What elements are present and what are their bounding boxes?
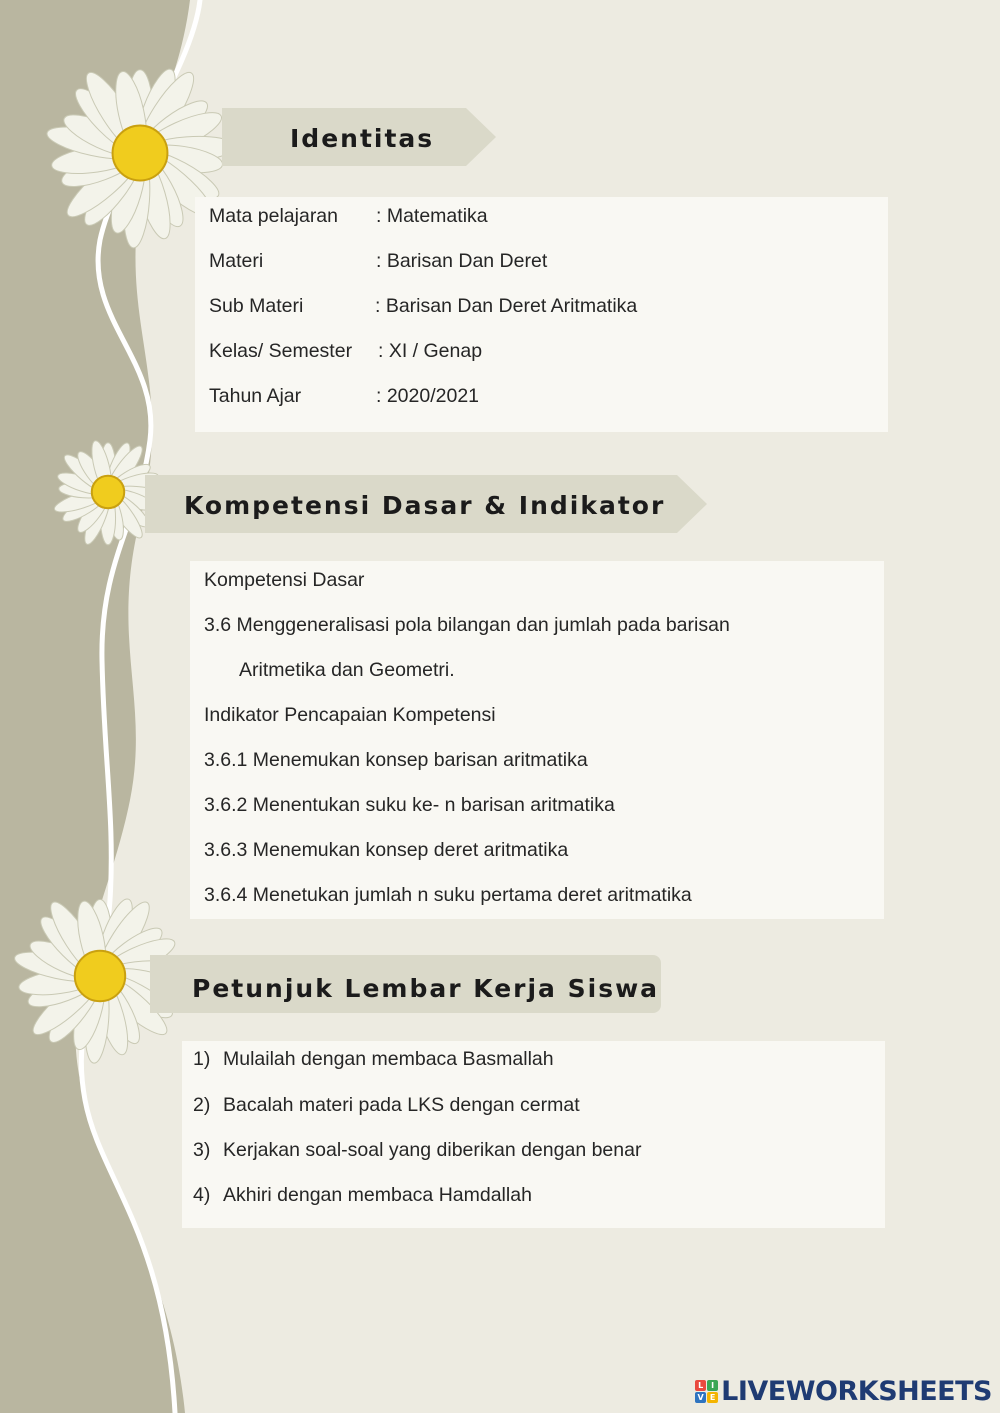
item-number: 2) [193, 1094, 211, 1116]
logo-letter: E [707, 1392, 718, 1403]
row-value: : Barisan Dan Deret Aritmatika [375, 295, 638, 317]
row-label: Materi [209, 250, 264, 272]
item-text: Akhiri dengan membaca Hamdallah [223, 1184, 532, 1206]
row-value: : Matematika [376, 205, 488, 227]
section-title-identitas: Identitas [290, 124, 435, 153]
indikator-item: 3.6.1 Menemukan konsep barisan aritmatika [204, 749, 588, 771]
indikator-item: 3.6.3 Menemukan konsep deret aritmatika [204, 839, 569, 861]
daisy-center [92, 476, 124, 508]
logo-letter: V [695, 1392, 706, 1403]
indikator-item: 3.6.2 Menentukan suku ke- n barisan aritmatika [204, 794, 615, 816]
item-number: 4) [193, 1184, 211, 1206]
section-title-kompetensi: Kompetensi Dasar & Indikator [184, 491, 666, 520]
section-title-petunjuk: Petunjuk Lembar Kerja Siswa [192, 974, 660, 1003]
kompetensi-heading: Kompetensi Dasar [204, 569, 365, 591]
liveworksheets-logo-icon [695, 1380, 718, 1403]
logo-letter: I [707, 1380, 718, 1391]
row-label: Tahun Ajar [209, 385, 302, 407]
row-label: Kelas/ Semester [209, 340, 353, 362]
daisy-center [113, 126, 168, 181]
item-text: Mulailah dengan membaca Basmallah [223, 1048, 554, 1070]
item-text: Kerjakan soal-soal yang diberikan dengan benar [223, 1139, 642, 1161]
indikator-item: 3.6.4 Menetukan jumlah n suku pertama deret aritmatika [204, 884, 692, 906]
petunjuk-card [182, 1041, 885, 1228]
daisy-center [75, 951, 125, 1001]
identitas-card [195, 197, 888, 432]
kompetensi-item: 3.6 Menggeneralisasi pola bilangan dan jumlah pada barisan [204, 614, 730, 636]
liveworksheets-watermark [695, 1376, 992, 1407]
row-value: : 2020/2021 [376, 385, 480, 407]
row-label: Mata pelajaran [209, 205, 338, 227]
kompetensi-card [190, 561, 884, 919]
watermark-text: LIVEWORKSHEETS [721, 1376, 992, 1407]
item-number: 1) [193, 1048, 211, 1070]
row-value: : XI / Genap [378, 340, 483, 362]
item-text: Bacalah materi pada LKS dengan cermat [223, 1094, 580, 1116]
indikator-heading: Indikator Pencapaian Kompetensi [204, 704, 496, 726]
item-number: 3) [193, 1139, 211, 1161]
row-value: : Barisan Dan Deret [376, 250, 548, 272]
row-label: Sub Materi [209, 295, 304, 317]
kompetensi-item-continued: Aritmetika dan Geometri. [239, 659, 455, 681]
logo-letter: L [695, 1380, 706, 1391]
